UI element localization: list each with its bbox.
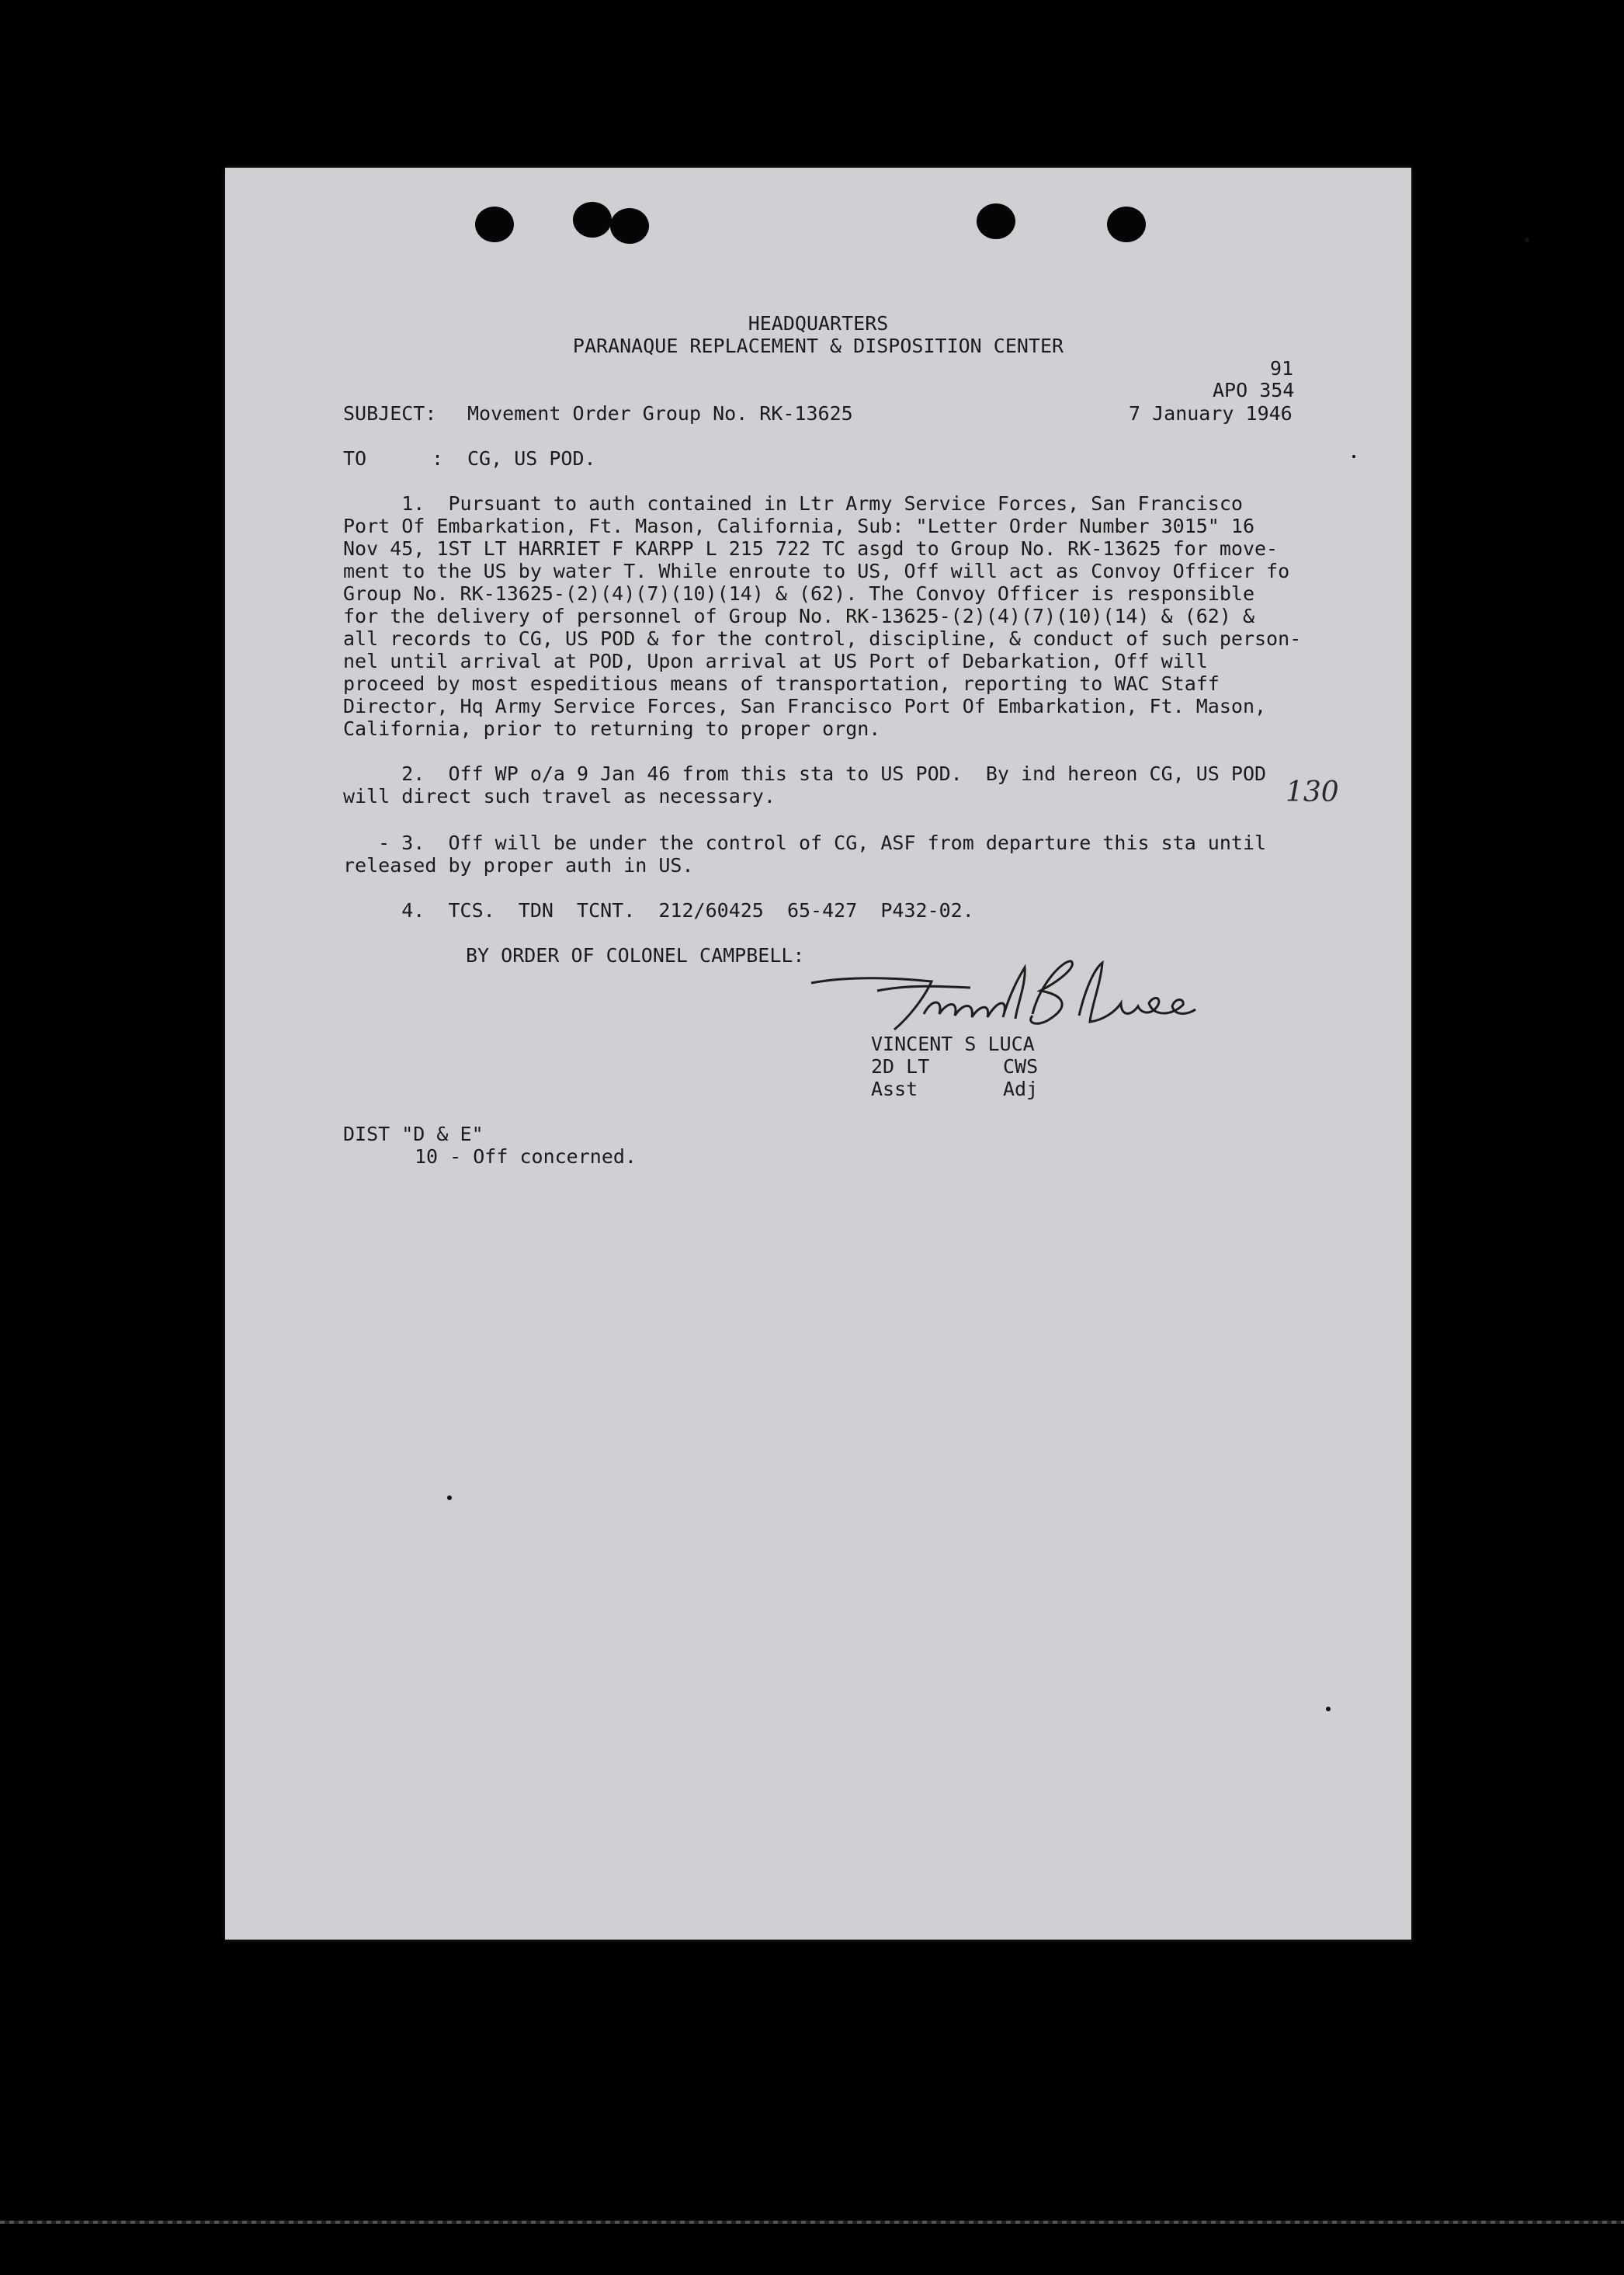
paragraph-line: 1. Pursuant to auth contained in Ltr Army Service Forces, San Francisco [343,492,1243,515]
paragraph-line: will direct such travel as necessary. [343,785,776,808]
paragraph-line: for the delivery of personnel of Group No. RK-13625-(2)(4)(7)(10)(14) & (62) & [343,605,1254,627]
punch-hole [475,207,514,242]
paragraph-line: Group No. RK-13625-(2)(4)(7)(10)(14) & (62). The Convoy Officer is responsible [343,582,1254,605]
apo-number: APO 354 [1213,379,1295,401]
header-subtitle: PARANAQUE REPLACEMENT & DISPOSITION CENTER [572,335,1064,357]
subject-label: SUBJECT: [343,402,437,425]
subject-value: Movement Order Group No. RK-13625 [467,402,853,425]
distribution-detail: 10 - Off concerned. [415,1145,637,1168]
handwritten-signature [807,952,1242,1037]
ink-speck [447,1495,452,1500]
to-separator: : [432,447,444,470]
punch-hole [977,203,1015,239]
signer-title-1: Asst [871,1078,918,1100]
paragraph-line: nel until arrival at POD, Upon arrival at US Port of Debarkation, Off will [343,650,1208,672]
punch-hole [1107,207,1146,242]
punch-hole [573,202,612,238]
paragraph-line: ment to the US by water T. While enroute to US, Off will act as Convoy Officer fo [343,560,1290,582]
paragraph-line: California, prior to returning to proper orgn. [343,717,881,740]
to-value: CG, US POD. [467,447,596,470]
page-number: 91 [1270,357,1294,380]
document-page [225,168,1411,1940]
signer-rank: 2D LT [871,1055,930,1078]
scan-speck [1525,238,1529,242]
to-label: TO [343,447,367,470]
paragraph-4: 4. TCS. TDN TCNT. 212/60425 65-427 P432-02. [343,899,974,922]
paragraph-line: all records to CG, US POD & for the control, discipline, & conduct of such person- [343,627,1302,650]
paragraph-line: Port Of Embarkation, Ft. Mason, California, Sub: "Letter Order Number 3015" 16 [343,515,1254,537]
ink-speck [1352,455,1355,458]
paragraph-line: Director, Hq Army Service Forces, San Francisco Port Of Embarkation, Ft. Mason, [343,695,1267,717]
distribution-label: DIST "D & E" [343,1123,484,1145]
signer-branch: CWS [1003,1055,1039,1078]
scan-edge-line [0,2221,1624,2224]
paragraph-line: proceed by most espeditious means of transportation, reporting to WAC Staff [343,672,1220,695]
ink-speck [1326,1707,1331,1711]
order-line: BY ORDER OF COLONEL CAMPBELL: [466,944,805,967]
document-date: 7 January 1946 [1129,402,1293,425]
handwritten-number: 130 [1286,776,1339,808]
paragraph-line: - 3. Off will be under the control of CG, ASF from departure this sta until [343,832,1267,854]
punch-hole [610,208,649,244]
header-title: HEADQUARTERS [748,312,889,335]
signer-name: VINCENT S LUCA [871,1033,1035,1055]
signer-title-2: Adj [1003,1078,1039,1100]
paragraph-line: Nov 45, 1ST LT HARRIET F KARPP L 215 722 TC asgd to Group No. RK-13625 for move- [343,537,1279,560]
paragraph-line: released by proper auth in US. [343,854,694,877]
paragraph-line: 2. Off WP o/a 9 Jan 46 from this sta to US POD. By ind hereon CG, US POD [343,762,1267,785]
